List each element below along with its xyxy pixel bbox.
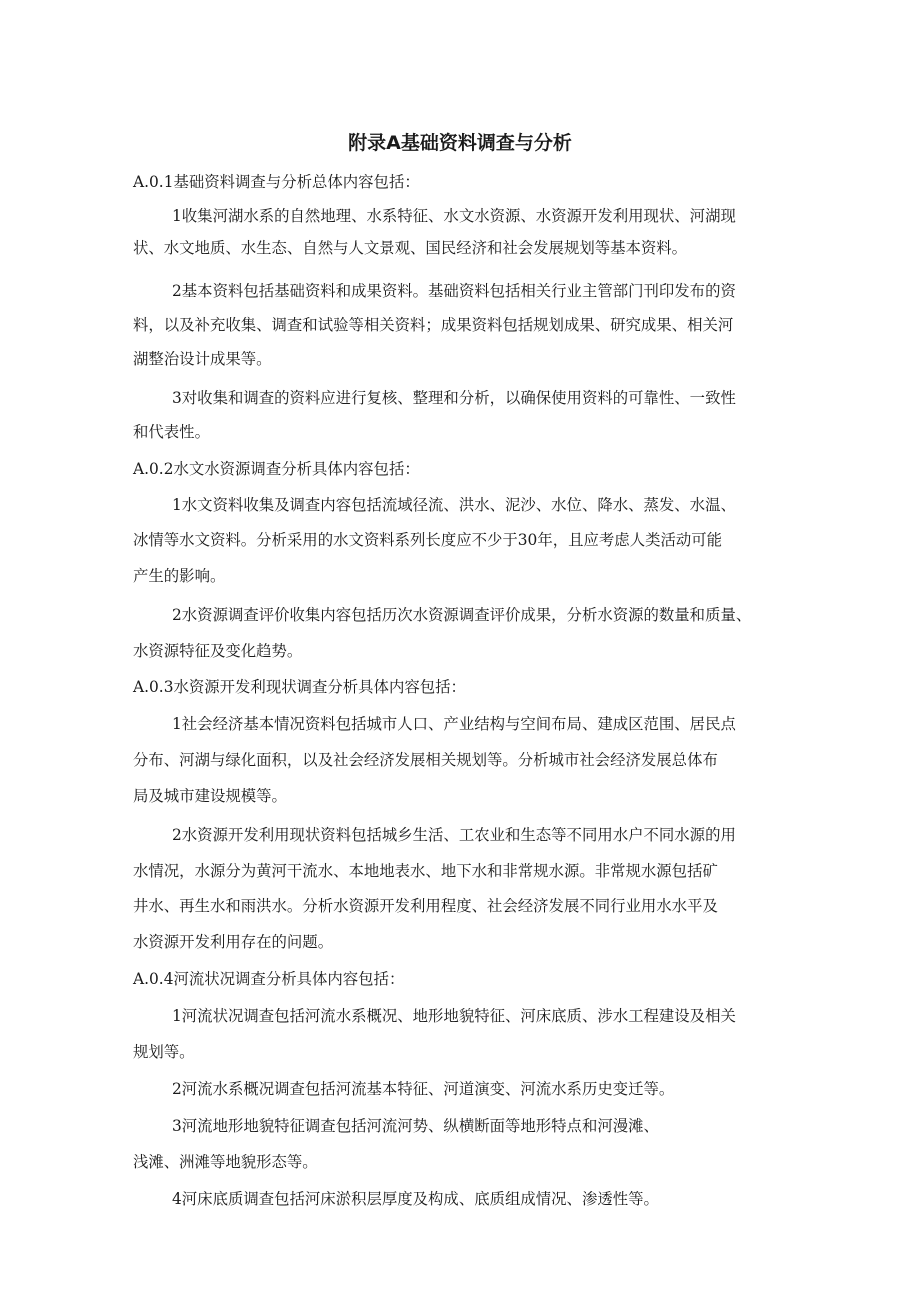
section-heading-a02: A.0.2水文水资源调查分析具体内容包括： <box>133 460 420 478</box>
paragraph-line: 局及城市建设规模等。 <box>133 787 287 805</box>
paragraph-line: 浅滩、洲滩等地貌形态等。 <box>133 1153 318 1171</box>
paragraph-line: 冰情等水文资料。分析采用的水文资料系列长度应不少于30年，且应考虑人类活动可能 <box>133 531 723 549</box>
paragraph-line: 井水、再生水和雨洪水。分析水资源开发利用程度、社会经济发展不同行业用水水平及 <box>133 897 718 915</box>
paragraph-line: 湖整治设计成果等。 <box>133 350 272 368</box>
paragraph-line: 1社会经济基本情况资料包括城市人口、产业结构与空间布局、建成区范围、居民点 <box>172 715 736 733</box>
paragraph-line: 产生的影响。 <box>133 567 226 585</box>
paragraph-line: 2水资源开发利用现状资料包括城乡生活、工农业和生态等不同用水户不同水源的用 <box>172 826 736 844</box>
page-title: 附录A基础资料调查与分析 <box>348 132 572 154</box>
paragraph-line: 2水资源调查评价收集内容包括历次水资源调查评价成果，分析水资源的数量和质量、 <box>172 606 752 624</box>
paragraph-line: 水资源开发利用存在的问题。 <box>133 933 334 951</box>
paragraph-line: 和代表性。 <box>133 423 210 441</box>
paragraph-line: 1收集河湖水系的自然地理、水系特征、水文水资源、水资源开发利用现状、河湖现 <box>172 207 736 225</box>
paragraph-line: 2河流水系概况调查包括河流基本特征、河道演变、河流水系历史变迁等。 <box>172 1080 675 1098</box>
paragraph-line: 3对收集和调查的资料应进行复核、整理和分析，以确保使用资料的可靠性、一致性 <box>172 389 736 407</box>
paragraph-line: 2基本资料包括基础资料和成果资料。基础资料包括相关行业主管部门刊印发布的资 <box>172 282 736 300</box>
paragraph-line: 料，以及补充收集、调查和试验等相关资料；成果资料包括规划成果、研究成果、相关河 <box>133 316 734 334</box>
paragraph-line: 4河床底质调查包括河床淤积层厚度及构成、底质组成情况、渗透性等。 <box>172 1190 659 1208</box>
paragraph-line: 1河流状况调查包括河流水系概况、地形地貌特征、河床底质、涉水工程建设及相关 <box>172 1007 736 1025</box>
section-heading-a03: A.0.3水资源开发利现状调查分析具体内容包括： <box>133 678 466 696</box>
section-heading-a04: A.0.4河流状况调查分析具体内容包括： <box>133 970 405 988</box>
paragraph-line: 3河流地形地貌特征调查包括河流河势、纵横断面等地形特点和河漫滩、 <box>172 1117 659 1135</box>
paragraph-line: 水情况，水源分为黄河干流水、本地地表水、地下水和非常规水源。非常规水源包括矿 <box>133 862 718 880</box>
section-heading-a01: A.0.1基础资料调查与分析总体内容包括： <box>133 173 420 191</box>
paragraph-line: 分布、河湖与绿化面积，以及社会经济发展相关规划等。分析城市社会经济发展总体布 <box>133 751 718 769</box>
paragraph-line: 1水文资料收集及调查内容包括流域径流、洪水、泥沙、水位、降水、蒸发、水温、 <box>172 496 736 514</box>
paragraph-line: 规划等。 <box>133 1043 195 1061</box>
paragraph-line: 水资源特征及变化趋势。 <box>133 642 303 660</box>
paragraph-line: 状、水文地质、水生态、自然与人文景观、国民经济和社会发展规划等基本资料。 <box>133 239 688 257</box>
